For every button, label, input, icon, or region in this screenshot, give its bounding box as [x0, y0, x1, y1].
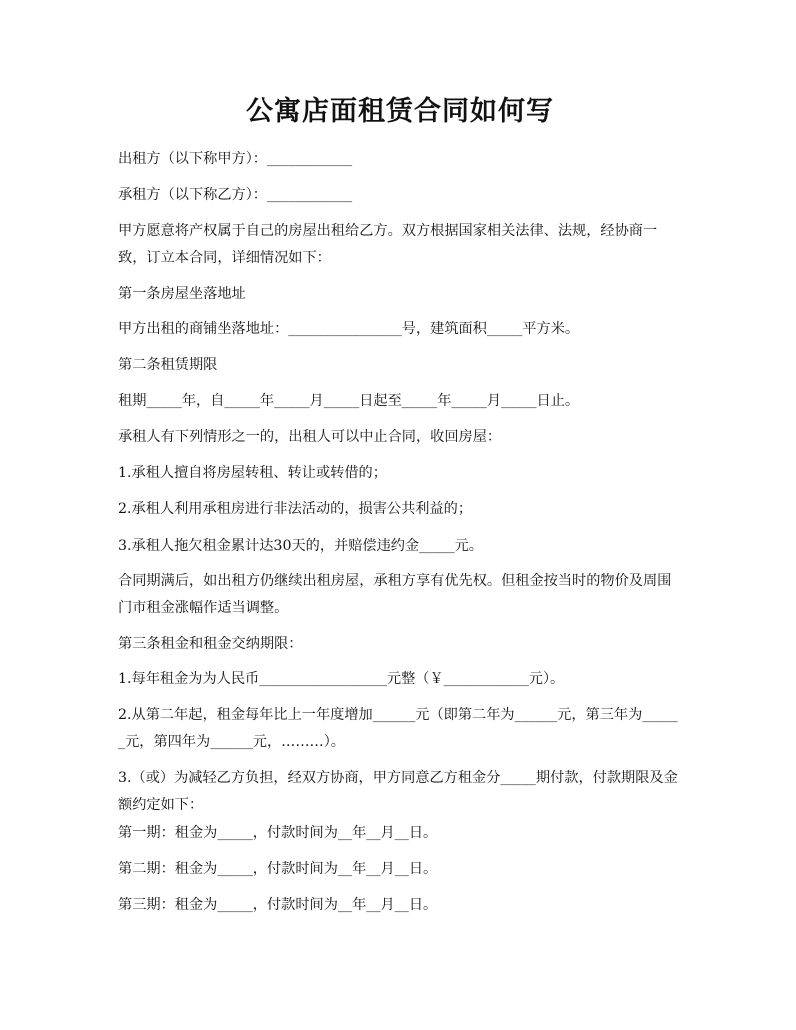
list-item-termination-2: 2.承租人利用承租房进行非法活动的，损害公共利益的； — [118, 501, 473, 517]
paragraph-termination: 承租人有下列情形之一的，出租人可以中止合同，收回房屋： — [118, 429, 502, 445]
list-item-termination-3: 3.承租人拖欠租金累计达30天的，并赔偿违约金_____元。 — [118, 538, 483, 554]
list-item-rent-1: 1.每年租金为为人民币__________________元整（￥____________元）。 — [118, 671, 565, 687]
installment-1: 第一期：租金为_____，付款时间为__年__月__日。 — [118, 825, 438, 841]
list-item-termination-1: 1.承租人擅自将房屋转租、转让或转借的； — [118, 465, 387, 481]
paragraph-lessor: 出租方（以下称甲方）：____________ — [118, 151, 353, 167]
paragraph-intro: 甲方愿意将产权属于自己的房屋出租给乙方。双方根据国家相关法律、法规，经协商一致，订立本合同，详细情况如下： — [118, 223, 658, 266]
document-title: 公寓店面租赁合同如何写 — [246, 96, 554, 127]
paragraph-location: 甲方出租的商铺坐落地址：________________号，建筑面积_____平方米。 — [118, 321, 580, 337]
paragraph-renewal: 合同期满后，如出租方仍继续出租房屋，承租方享有优先权。但租金按当时的物价及周围门市租金涨幅作适当调整。 — [118, 573, 672, 616]
section-heading-rent: 第三条租金和租金交纳期限： — [118, 636, 303, 652]
installment-3: 第三期：租金为_____，付款时间为__年__月__日。 — [118, 897, 438, 913]
paragraph-term: 租期_____年，自_____年_____月_____日起至_____年_____月_____日止。 — [118, 393, 580, 409]
installment-2: 第二期：租金为_____，付款时间为__年__月__日。 — [118, 861, 438, 877]
list-item-rent-2: 2.从第二年起，租金每年比上一年度增加______元（即第二年为______元，第三年为______元，第四年为______元，………）。 — [118, 707, 678, 750]
list-item-rent-3: 3.（或）为减轻乙方负担，经双方协商，甲方同意乙方租金分_____期付款，付款期限及金额约定如下： — [118, 770, 678, 813]
paragraph-lessee: 承租方（以下称乙方）：____________ — [118, 187, 353, 203]
section-heading-location: 第一条房屋坐落地址 — [118, 286, 246, 302]
section-heading-term: 第二条租赁期限 — [118, 357, 218, 373]
